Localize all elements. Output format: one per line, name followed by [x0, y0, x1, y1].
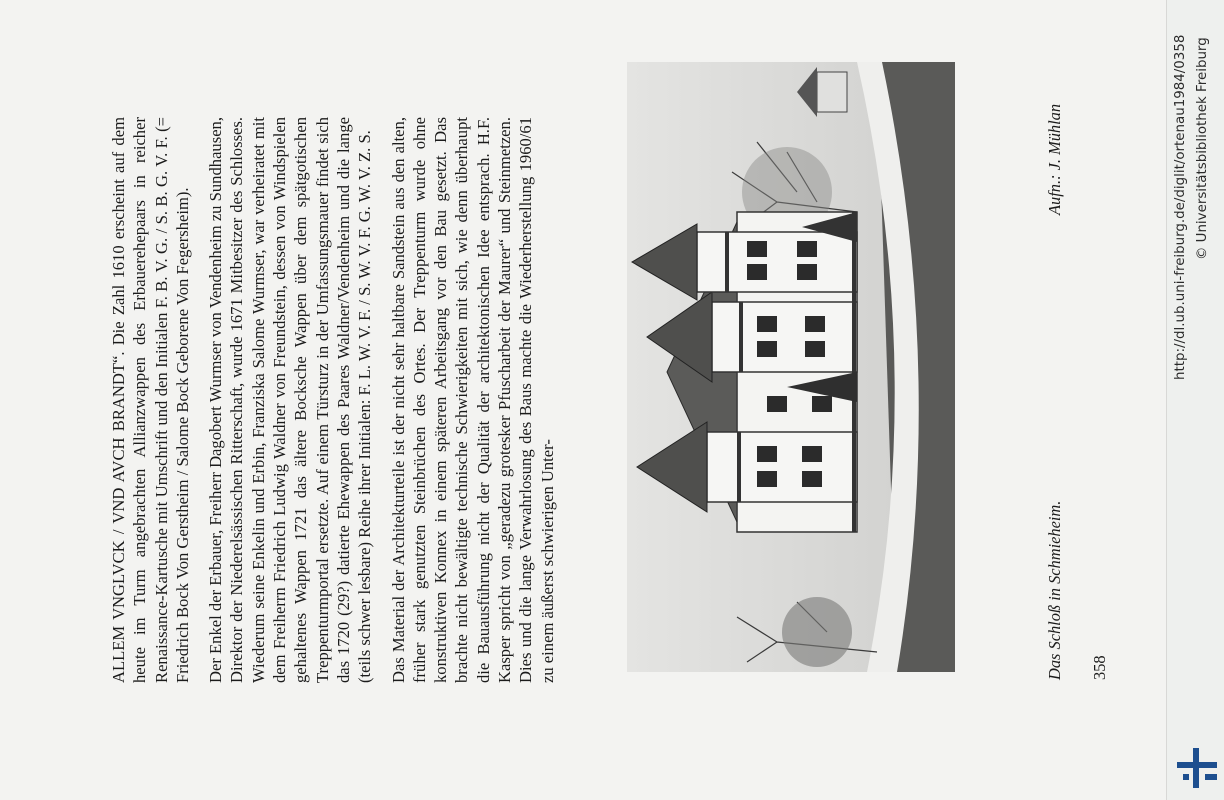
photo-caption: Das Schloß in Schmieheim. [1045, 500, 1064, 680]
castle-photograph [627, 62, 955, 672]
sidebar-rotated-text [1167, 0, 1224, 800]
library-sidebar [1166, 0, 1224, 800]
paragraph-3: Das Material der Architekturteile ist der nicht sehr haltbare Sandstein aus den alten, früher stark genutzten Steinbrüchen des Ortes. Der Treppenturm wurde ohne konstruktiven Konnex in einem späteren Arbeitsgang vor den Bau gesetzt. Das brachte nicht bewältigte technische Schwierigkeiten mit sich, wie denn überhaupt die Bauausführung nicht der Qualität der architektonischen Idee entsprach. H.F. Kasper spricht von „geradezu grotesker Pfuscharbeit der Maurer“ und Steinmetzen. Dies und die lange Verwahrlosung des Baus machte die Wiederherstellung 1960/61 zu einem äußerst schwierigen Unter- [388, 117, 557, 683]
body-text [108, 117, 570, 683]
castle-photo-illustration [627, 62, 955, 672]
paragraph-2: Der Enkel der Erbauer, Freiherr Dagobert Wurmser von Vendenheim zu Sundhausen, Direktor der Niederelsässischen Ritterschaft, wurde 1671 Mitbesitzer des Schlosses. Wiederum seine Enkelin und Erbin, Franziska Salome Wurmser, war verheiratet mit dem Freiherrn Friedrich Ludwig Waldner von Freundstein, dessen von Windspielen gehaltenes Wappen 1721 das ältere Bocksche Wappen über dem spätgotischen Treppenturmportal ersetzte. Auf einem Türsturz in der Umfassungsmauer findet sich das 1720 (29?) datierte Ehewappen des Paares Waldner/Vendenheim und die lange (teils schwer lesbare) Reihe ihrer Initialen: F. L. W. V. F. / S. W. V. F. G. W. V. Z. S. [206, 117, 375, 683]
university-library-logo-icon [1175, 748, 1219, 788]
paragraph-1: ALLEM VNGLVCK / VND AVCH BRANDT“. Die Zahl 1610 erscheint auf dem heute im Turm angebrachten Allianzwappen des Erbauerehepaars in reicher Renaissance-Kartusche mit Umschrift und den Initialen F. B. V. G. / S. B. G. V. F. (= Friedrich Bock Von Gerstheim / Salome Bock Geborene Von Fegersheim). [109, 117, 192, 683]
photo-credit: Aufn.: J. Mühlan [1045, 103, 1064, 215]
copyright-notice: © Universitätsbibliothek Freiburg [1195, 37, 1210, 260]
source-url-link[interactable]: http://dl.ub.uni-freiburg.de/diglit/ortenau1984/0358 [1173, 34, 1188, 380]
page-number: 358 [1090, 655, 1109, 680]
